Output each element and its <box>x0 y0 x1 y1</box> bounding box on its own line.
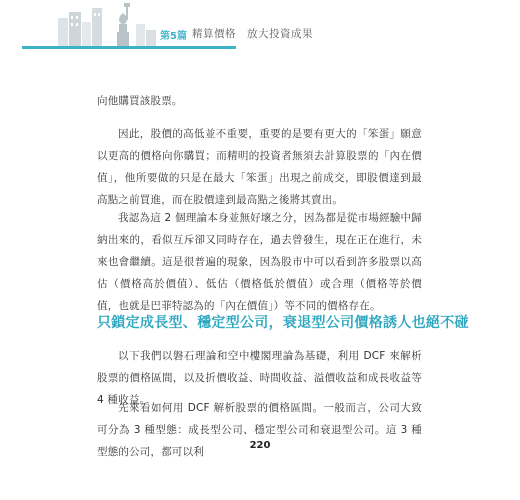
header-rule <box>22 46 236 49</box>
paragraph: 先來看如何用 DCF 解析股票的價格區間。一般而言，公司大致可分為 3 種型態：成長型公司、穩定型公司和衰退型公司。這 3 種型態的公司，都可以利 <box>97 402 422 458</box>
paragraph: 以下我們以磐石理論和空中樓閣理論為基礎，利用 DCF 來解析股票的價格區間，以及折價收益、時間收益、溢價收益和成長收益等 4 種收益。 <box>97 350 422 406</box>
chapter-title: 精算價格 放大投資成果 <box>192 28 313 40</box>
page-number: 220 <box>249 440 271 451</box>
section-heading: 只鎖定成長型、穩定型公司，衰退型公司價格誘人也絕不碰 <box>97 315 469 331</box>
paragraph: 我認為這 2 個理論本身並無好壞之分，因為都是從市場經驗中歸納出來的，看似互斥卻又同時存在，過去曾發生，現在正在進行，未來也會繼續。這是很普遍的現象，因為股市中可以看到許多股票以高估（價格高於價值）、低估（價格低於價值）或合理（價格等於價值，也就是巴菲特認為的「內在價值」）等不同的價格存在。 <box>97 212 422 312</box>
paragraph: 向他購買該股票。 <box>97 95 183 107</box>
page-header <box>0 0 520 60</box>
chapter-label: 第5篇 <box>160 31 187 42</box>
city-skyline-icon <box>58 2 158 48</box>
paragraph: 因此，股價的高低並不重要，重要的是要有更大的「笨蛋」願意以更高的價格向你購買；而精明的投資者無須去計算股票的「內在價值」，他所要做的只是在最大「笨蛋」出現之前成交，即股價達到最高點之前買進，而在股價達到最高點之後將其賣出。 <box>97 128 422 206</box>
